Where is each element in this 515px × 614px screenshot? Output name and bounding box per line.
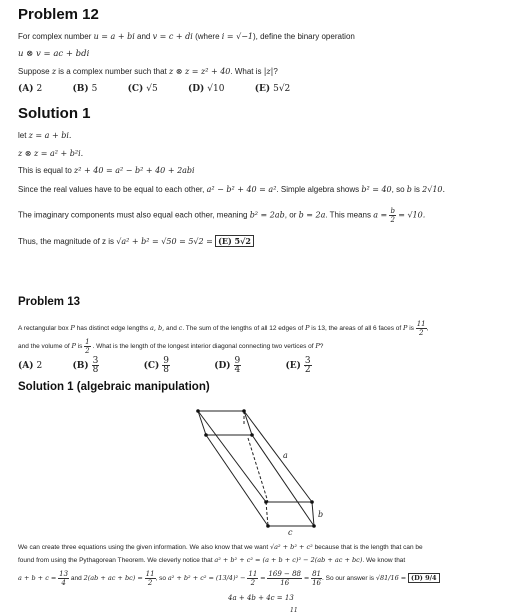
text: has distinct edge lengths xyxy=(74,325,150,333)
math: c xyxy=(178,324,183,333)
edge xyxy=(198,411,206,435)
math: a² + b² + c² = xyxy=(167,574,214,583)
text: (where xyxy=(192,32,222,41)
text: Since the real values have to be equal to each other, xyxy=(18,185,207,194)
math: z² + 40 = a² − b² + 40 + 2abi xyxy=(74,166,195,175)
text: ? xyxy=(273,67,278,76)
choice-b: (B) 5 xyxy=(72,84,98,94)
fraction: $\frac{11}{2}$ xyxy=(248,570,258,587)
math: √81/16 = xyxy=(375,574,407,583)
solution-13-line2 xyxy=(18,556,405,564)
fraction-11-2: $\frac{11}{2}$ xyxy=(416,320,426,337)
edge xyxy=(312,502,314,526)
fraction: $\frac{11}{2}$ xyxy=(145,570,155,587)
solution-13-title: Solution 1 (algebraic manipulation) xyxy=(18,381,210,393)
choice-b: (B) $\frac{3}{8}$ xyxy=(72,356,99,375)
text: , so xyxy=(391,185,407,194)
text: ? xyxy=(319,343,324,351)
answer-box: (D) 9/4 xyxy=(408,573,439,583)
text: is xyxy=(407,325,414,333)
choice-d: (D) $\frac{9}{4}$ xyxy=(214,356,241,375)
math: P xyxy=(70,324,75,333)
text: found from using the Pythagorean Theorem. We cleverly notice that xyxy=(18,557,215,564)
problem-12-title: Problem 12 xyxy=(18,6,99,23)
text: is a complex number such that xyxy=(56,67,169,76)
text: . Simple algebra shows xyxy=(276,185,362,194)
text: We can create three equations using the given information. We also know that we want xyxy=(18,544,270,551)
text: because that is the length that can be xyxy=(312,544,423,551)
text: Suppose xyxy=(18,67,52,76)
solution-line-1 xyxy=(18,131,71,140)
text: The imaginary components must also equal each other, meaning xyxy=(18,210,250,220)
choice-a: (A) 2 xyxy=(18,361,43,371)
text: , or xyxy=(284,210,299,220)
math: √a² + b² = √50 = 5√2 = xyxy=(116,237,213,246)
math: z = a + bi. xyxy=(28,131,72,140)
math: = xyxy=(303,574,310,583)
math: = √10. xyxy=(398,210,426,220)
math-i: i = √−1 xyxy=(221,32,253,41)
solution-line-3 xyxy=(18,166,195,175)
fraction: $\frac{81}{16}$ xyxy=(312,570,322,587)
label-b: b xyxy=(318,510,324,519)
problem-13-title: Problem 13 xyxy=(18,296,80,308)
math: a² − b² + 40 = a² xyxy=(206,185,277,194)
math: (13/4)² − xyxy=(215,574,246,583)
math: b = 2a xyxy=(298,210,326,220)
math: 2(ab + ac + bc) = xyxy=(83,574,143,583)
math: P xyxy=(403,324,408,333)
solution-line-6 xyxy=(18,236,254,246)
math: P xyxy=(305,324,310,333)
math: a + b + c = xyxy=(18,574,57,583)
math: b xyxy=(406,185,412,194)
math-abs-z: |z| xyxy=(263,67,274,76)
math-u: u = a + bi xyxy=(93,32,135,41)
choice-e: (E) 5√2 xyxy=(254,84,291,94)
edge xyxy=(206,435,268,526)
label-c: c xyxy=(288,528,293,537)
hidden-edge xyxy=(248,438,268,502)
solution-1-title: Solution 1 xyxy=(18,105,91,122)
text: This is equal to xyxy=(18,166,75,175)
hidden-edge xyxy=(266,502,268,526)
choice-c: (C) √5 xyxy=(127,84,158,94)
math: P xyxy=(71,342,76,351)
problem-12-choices xyxy=(18,84,318,94)
problem-12-statement-line3 xyxy=(18,67,278,76)
fraction-b-over-2: $\frac{b}{2}$ xyxy=(390,207,395,224)
problem-13-choices xyxy=(18,357,354,374)
math: a, b, xyxy=(149,324,165,333)
solution-13-line3 xyxy=(18,570,440,587)
problem-12-statement-line1 xyxy=(18,32,355,41)
solution-line-5 xyxy=(18,207,425,224)
text: . We know that xyxy=(362,557,406,564)
math-z: z xyxy=(51,67,57,76)
text: is xyxy=(75,343,83,351)
solution-13-line1 xyxy=(18,543,423,551)
text: is xyxy=(411,185,423,194)
problem-13-line1 xyxy=(18,320,428,337)
text: and xyxy=(134,32,153,41)
math-equation: z ⊗ z = z² + 40 xyxy=(168,67,231,76)
text: . The sum of the lengths of all 12 edges of xyxy=(182,325,306,333)
label-a: a xyxy=(283,451,288,460)
operation-definition: u ⊗ v = ac + bdi xyxy=(18,49,90,59)
choice-a: (A) 2 xyxy=(18,84,43,94)
edge xyxy=(244,411,312,502)
choice-c: (C) $\frac{9}{8}$ xyxy=(143,356,169,375)
text: and the volume of xyxy=(18,343,72,351)
equation-edge-sum: 4a + 4b + 4c = 13 xyxy=(228,594,294,602)
math: b² = 2ab xyxy=(249,210,285,220)
answer-box: (E) 5√2 xyxy=(215,235,254,247)
math: a = xyxy=(373,210,388,220)
text: . What is xyxy=(230,67,264,76)
text: ), define the binary operation xyxy=(253,32,355,41)
math: b² = 40 xyxy=(361,185,392,194)
text: . What is the length of the longest interior diagonal connecting two vertices of xyxy=(92,343,316,351)
text: let xyxy=(18,131,29,140)
text: Thus, the magnitude of z is xyxy=(18,237,117,246)
fraction-1-2: $\frac{1}{2}$ xyxy=(85,338,90,355)
text: For complex number xyxy=(18,32,94,41)
cut-off-line: 11 xyxy=(290,607,298,614)
math: √a² + b² + c² xyxy=(269,543,313,551)
box-diagram xyxy=(160,398,340,538)
math: 2√10. xyxy=(422,185,446,194)
text: is 13, the areas of all 6 faces of xyxy=(309,325,404,333)
math: a² + b² + c² = (a + b + c)² − 2(ab + ac + bc) xyxy=(214,556,363,564)
text: . This means xyxy=(325,210,374,220)
text: , so xyxy=(155,575,168,583)
edge xyxy=(244,411,252,435)
text: and xyxy=(69,575,84,583)
text: A rectangular box xyxy=(18,325,71,333)
edge xyxy=(252,435,314,526)
choice-d: (D) √10 xyxy=(187,84,225,94)
problem-13-line2 xyxy=(18,338,323,355)
math-v: v = c + di xyxy=(152,32,193,41)
math: P xyxy=(315,342,320,351)
fraction: $\frac{13}{4}$ xyxy=(59,570,69,587)
math: = xyxy=(260,574,266,583)
solution-line-4 xyxy=(18,185,445,194)
text: . So our answer is xyxy=(322,575,376,583)
choice-e: (E) $\frac{3}{2}$ xyxy=(285,356,311,375)
text: and xyxy=(164,325,179,333)
text: , xyxy=(426,325,429,333)
solution-line-2: z ⊗ z = a² + b²i. xyxy=(18,149,84,158)
edge xyxy=(198,411,266,502)
fraction: $\frac{169 - 88}{16}$ xyxy=(268,570,302,587)
